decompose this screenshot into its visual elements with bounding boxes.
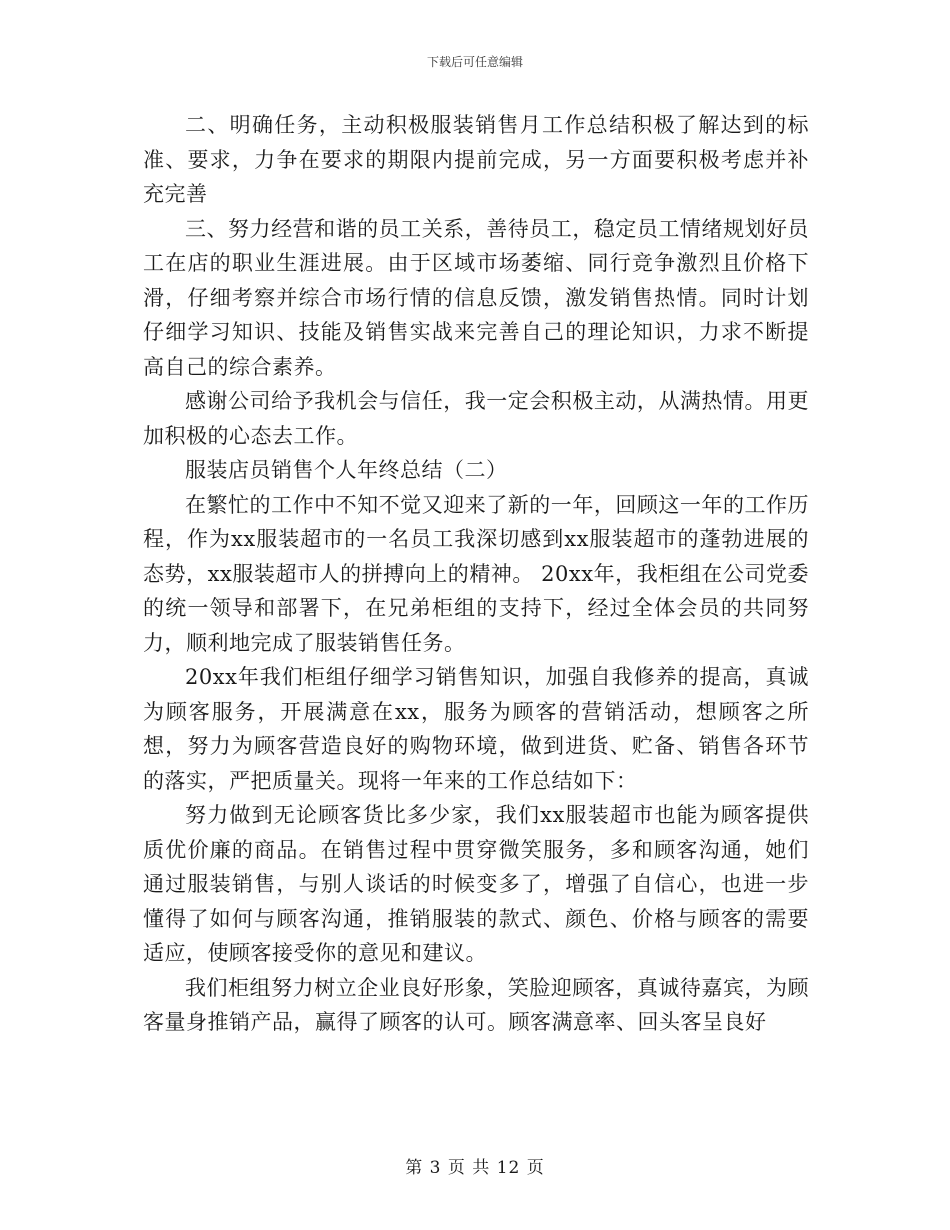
page-header: 下载后可任意编辑 [426,55,523,69]
paragraph-service: 努力做到无论顾客货比多少家，我们xx服装超市也能为顾客提供质优价廉的商品。在销售过程中贯穿微笑服务，多和顾客沟通，她们通过服装销售，与别人谈话的时候变多了，增强了自信心，也进一步懂得了如何与顾客沟通，推销服装的款式、颜色、价格与顾客的需要适应，使顾客接受你的意见和建议。 [143,803,809,965]
paragraph-study: 20xx年我们柜组仔细学习销售知识，加强自我修养的提高，真诚为顾客服务，开展满意在xx，服务为顾客的营销活动，想顾客之所想，努力为顾客营造良好的购物环境，做到进货、贮备、销售各环节的落实，严把质量关。现将一年来的工作总结如下： [143,665,809,793]
section-heading: 服装店员销售个人年终总结（二） [185,458,508,482]
body-text [143,108,809,1040]
paragraph-review: 在繁忙的工作中不知不觉又迎来了新的一年，回顾这一年的工作历程，作为xx服装超市的一名员工我深切感到xx服装超市的蓬勃进展的态势，xx服装超市人的拼搏向上的精神。 20xx年，我柜组在公司党委的统一领导和部署下，在兄弟柜组的支持下，经过全体会员的共同努力，顺利地完成了服装销售任务。 [143,492,809,655]
paragraph-thanks: 感谢公司给予我机会与信任，我一定会积极主动，从满热情。用更加积极的心态去工作。 [143,389,809,448]
paragraph-staff-relations: 三、努力经营和谐的员工关系，善待员工，稳定员工情绪规划好员工在店的职业生涯进展。由于区域市场萎缩、同行竞争激烈且价格下滑，仔细考察并综合市场行情的信息反馈，激发销售热情。同时计划仔细学习知识、技能及销售实战来完善自己的理论知识，力求不断提高自己的综合素养。 [143,216,809,379]
paragraph-image: 我们柜组努力树立企业良好形象，笑脸迎顾客，真诚待嘉宾，为顾客量身推销产品，赢得了顾客的认可。顾客满意率、回头客呈良好 [143,975,809,1034]
paragraph-task: 二、明确任务，主动积极服装销售月工作总结积极了解达到的标准、要求，力争在要求的期限内提前完成，另一方面要积极考虑并补充完善 [143,113,809,206]
page-number: 第 3 页 共 12 页 [405,1158,545,1178]
